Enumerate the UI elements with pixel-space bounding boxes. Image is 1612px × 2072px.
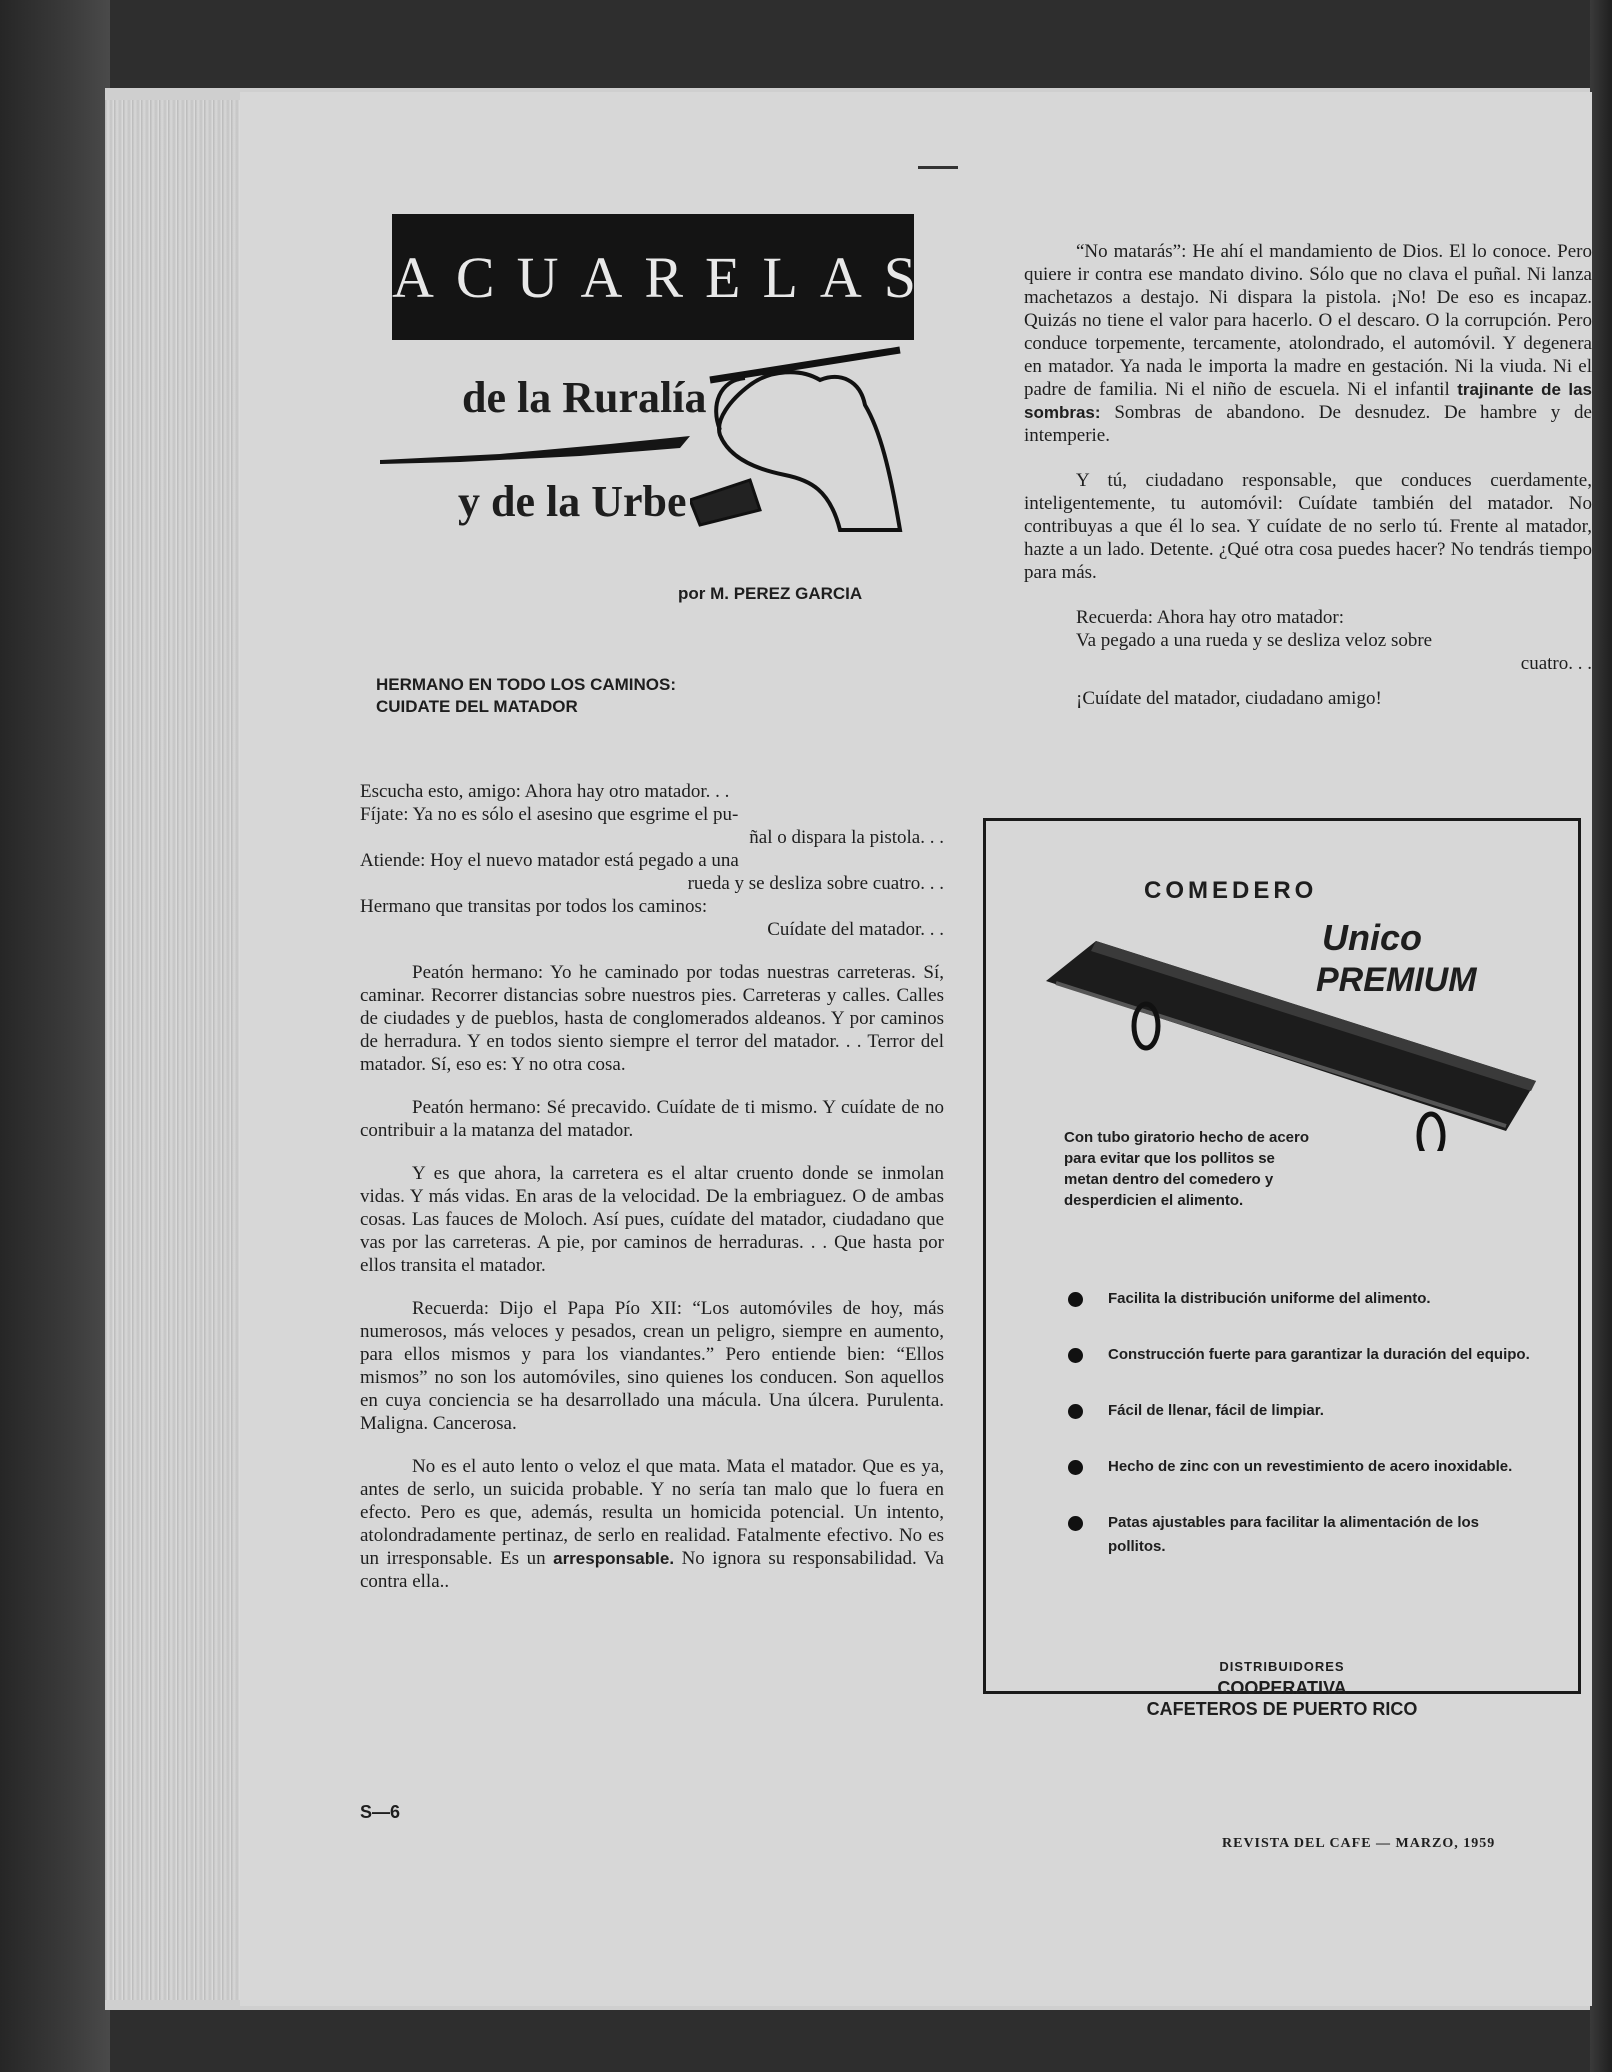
closing-line: Recuerda: Ahora hay otro matador: xyxy=(1076,607,1345,628)
article-title: ACUARELAS xyxy=(392,245,939,310)
list-item xyxy=(1056,1455,1536,1479)
list-item xyxy=(1056,1343,1536,1367)
scan-shadow-right xyxy=(1590,0,1612,2072)
feature-text: Patas ajustables para facilitar la alimentación de los pollitos. xyxy=(1108,1514,1479,1555)
verse-line: Escucha esto, amigo: Ahora hay otro matador. . . xyxy=(360,781,730,802)
feature-text: Facilita la distribución uniforme del alimento. xyxy=(1108,1290,1431,1307)
body-paragraph: Peatón hermano: Yo he caminado por todas nuestras carreteras. Sí, caminar. Recorrer distancias sobre nuestros pies. Carreteras y calles. Calles de ciudades y de pueblos, hasta de conglomerados aldeanos. Y por caminos de herradura. Y en todos siento siempre el terror del matador. . . Terror del matador. Sí, eso es: Y no otra cosa. xyxy=(360,962,944,1075)
feature-text: Hecho de zinc con un revestimiento de acero inoxidable. xyxy=(1108,1458,1513,1475)
running-footer: REVISTA DEL CAFE — MARZO, 1959 xyxy=(1222,1836,1496,1851)
verse-line: rueda y se desliza sobre cuatro. . . xyxy=(687,873,944,894)
printer-mark xyxy=(918,166,958,169)
bullet-icon xyxy=(1068,1404,1083,1419)
list-item xyxy=(1056,1287,1536,1311)
bold-term: arresponsable. xyxy=(553,1549,675,1568)
ad-caption: Con tubo giratorio hecho de acero para evitar que los pollitos se metan dentro del comedero y desperdicien el alimento. xyxy=(1064,1129,1310,1209)
bold-term: trajinante de las sombras: xyxy=(1024,380,1592,422)
body-paragraph xyxy=(1024,240,1592,447)
body-paragraph: Peatón hermano: Sé precavido. Cuídate de ti mismo. Y cuídate de no contribuir a la matanza del matador. xyxy=(360,1097,944,1141)
article-kicker xyxy=(376,674,676,718)
closing-line: ¡Cuídate del matador, ciudadano amigo! xyxy=(1076,688,1382,709)
distributor-label: DISTRIBUIDORES xyxy=(1219,1659,1345,1674)
ad-distributor xyxy=(986,1659,1578,1720)
verse-line: ñal o dispara la pistola. . . xyxy=(749,827,944,848)
left-column xyxy=(360,780,944,1593)
verse-line: Hermano que transitas por todos los caminos: xyxy=(360,896,708,917)
closing-line: Va pegado a una rueda y se desliza veloz sobre xyxy=(1076,630,1433,651)
feeder-advertisement xyxy=(983,818,1581,1719)
closing-line: cuatro. . . xyxy=(1520,653,1592,674)
kicker-line-1: HERMANO EN TODO LOS CAMINOS: xyxy=(376,675,677,694)
verse-line: Fíjate: Ya no es sólo el asesino que esgrime el pu- xyxy=(360,804,739,825)
page-number: S—6 xyxy=(360,1802,401,1822)
kicker-line-2: CUIDATE DEL MATADOR xyxy=(376,697,578,716)
body-paragraph: Recuerda: Dijo el Papa Pío XII: “Los automóviles de hoy, más numerosos, más veloces y pesados, crean un peligro, siempre en aumento, para ellos mismos y para los viandantes.” Pero entiende bien: “Ellos mismos” no son los automóviles, sino quienes los conducen. Son aquellos en cuya conciencia se ha desarrollado una mácula. Una úlcera. Purulenta. Maligna. Cancerosa. xyxy=(360,1298,944,1434)
feature-text: Fácil de llenar, fácil de limpiar. xyxy=(1108,1402,1324,1419)
author-byline: por M. PEREZ GARCIA xyxy=(678,584,863,603)
bullet-icon xyxy=(1068,1516,1083,1531)
feature-text: Construcción fuerte para garantizar la duración del equipo. xyxy=(1108,1346,1530,1363)
body-paragraph xyxy=(360,1455,944,1593)
ad-brand-line-2: PREMIUM xyxy=(1316,961,1477,999)
brush-stroke xyxy=(380,430,690,470)
body-paragraph: Y es que ahora, la carretera es el altar cruento donde se inmolan vidas. Y más vidas. En aras de la velocidad. De la embriaguez. O de ambas cosas. Las fauces de Moloch. Así pues, cuídate del matador, ciudadano que vas por las carreteras. A pie, por caminos de herraduras. . . Que hasta por ellos transita el matador. xyxy=(360,1163,944,1276)
text-run: Sombras de abandono. De desnudez. De hambre y de intemperie. xyxy=(1024,402,1592,446)
body-paragraph: Y tú, ciudadano responsable, que conduces cuerdamente, inteligentemente, tu automóvil: Cuídate también del matador. No contribuyas a que él lo sea. Y cuídate de no serlo tú. Frente al matador, hazte a un lado. Detente. ¿Qué otra cosa puedes hacer? No tendrás tiempo para más. xyxy=(1024,470,1592,583)
verse-line: Atiende: Hoy el nuevo matador está pegado a una xyxy=(360,850,739,871)
distributor-name-1: COOPERATIVA xyxy=(1217,1678,1347,1698)
ad-title: COMEDERO xyxy=(1144,877,1318,904)
bullet-icon xyxy=(1068,1292,1083,1307)
distributor-name-2: CAFETEROS DE PUERTO RICO xyxy=(1146,1699,1418,1719)
verse-line: Cuídate del matador. . . xyxy=(767,919,944,940)
ad-brand-line-1: Unico xyxy=(1322,917,1423,958)
list-item xyxy=(1056,1511,1536,1559)
hand-with-brush-illustration xyxy=(690,310,920,540)
page-edges xyxy=(105,100,255,2000)
right-column xyxy=(1024,240,1592,710)
text-run: No ignora su responsabilidad. Va contra ella.. xyxy=(360,1548,944,1592)
bullet-icon xyxy=(1068,1348,1083,1363)
bullet-icon xyxy=(1068,1460,1083,1475)
list-item xyxy=(1056,1399,1536,1423)
opening-verse xyxy=(360,780,944,941)
ad-feature-list xyxy=(1056,1287,1536,1591)
text-run: “No matarás”: He ahí el mandamiento de Dios. El lo conoce. Pero quiere ir contra ese mandato divino. Sólo que no clava el puñal. Ni lanza machetazos a destajo. Ni dispara la pistola. ¡No! De eso es incapaz. Quizás no tiene el valor para hacerlo. O el descaro. O la corrupción. Pero conduce torpemente, tercamente, atolondrado, el automóvil. Y degenera en matador. Ya nada le importa la madre en gestación. Ni la viuda. Ni el padre de familia. Ni el niño de escuela. Ni el infantil xyxy=(1024,241,1592,400)
scan-shadow-left xyxy=(0,0,110,2072)
article-subtitle-1: de la Ruralía xyxy=(462,373,707,422)
text-run: No es el auto lento o veloz el que mata. Mata el matador. Que es ya, antes de serlo, un suicida probable. Y no sería tan malo que lo fuera en efecto. Pero es que, además, resulta un homicida potencial. Un intento, atolondradamente pertinaz, de serlo en realidad. Fatalmente efectivo. No es un irresponsable. Es un xyxy=(360,1456,944,1569)
article-subtitle-2: y de la Urbe xyxy=(458,477,687,526)
feeder-illustration xyxy=(1036,921,1536,1151)
